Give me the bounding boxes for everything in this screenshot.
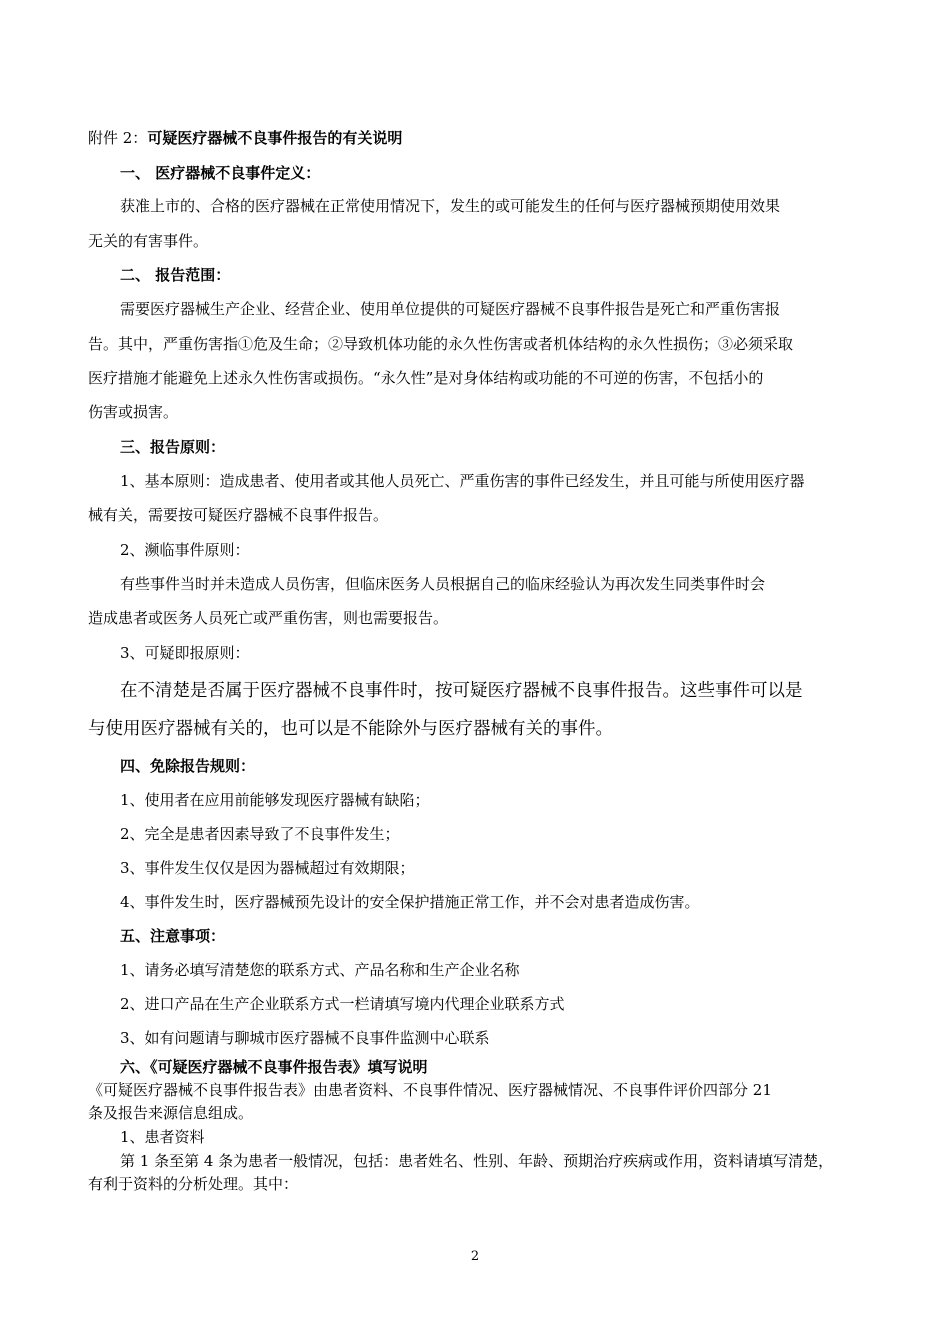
section-1-title: 一、 医疗器械不良事件定义： (120, 164, 321, 182)
section-2-paragraph-line-3: 医疗措施才能避免上述永久性伤害或损伤。“永久性”是对身体结构或功能的不可逆的伤害，不包括小的 (88, 369, 764, 387)
section-3-suspect-line-2: 与使用医疗器械有关的，也可以是不能除外与医疗器械有关的事件。 (88, 719, 613, 739)
section-3-suspect-line-1: 在不清楚是否属于医疗器械不良事件时，按可疑医疗器械不良事件报告。这些事件可以是 (120, 681, 803, 701)
section-6-patient-info-title: 1、患者资料 (120, 1128, 205, 1146)
section-3-suspect-title: 3、可疑即报原则： (120, 644, 250, 662)
section-6-title: 六、《可疑医疗器械不良事件报告表》填写说明 (120, 1058, 428, 1076)
section-3-near-miss-title: 2、濒临事件原则： (120, 541, 250, 559)
section-6-patient-info-line-2: 有利于资料的分析处理。其中： (88, 1175, 299, 1193)
section-5-title: 五、注意事项： (120, 927, 226, 945)
section-2-title: 二、 报告范围： (120, 266, 231, 284)
section-4-item-4: 4、事件发生时，医疗器械预先设计的安全保护措施正常工作，并不会对患者造成伤害。 (120, 893, 700, 911)
section-3-near-miss-line-1: 有些事件当时并未造成人员伤害，但临床医务人员根据自己的临床经验认为再次发生同类事件时会 (120, 575, 766, 593)
section-1-paragraph-line-2: 无关的有害事件。 (88, 232, 209, 250)
section-5-item-3: 3、如有问题请与聊城市医疗器械不良事件监测中心联系 (120, 1029, 490, 1047)
section-4-item-2: 2、完全是患者因素导致了不良事件发生； (120, 825, 400, 843)
section-2-paragraph-line-1: 需要医疗器械生产企业、经营企业、使用单位提供的可疑医疗器械不良事件报告是死亡和严重伤害报 (120, 300, 781, 318)
section-5-item-1: 1、请务必填写清楚您的联系方式、产品名称和生产企业名称 (120, 961, 520, 979)
section-6-paragraph-line-2: 条及报告来源信息组成。 (88, 1104, 254, 1122)
section-4-title: 四、免除报告规则： (120, 757, 256, 775)
section-3-title: 三、报告原则： (120, 438, 226, 456)
section-4-item-1: 1、使用者在应用前能够发现医疗器械有缺陷； (120, 791, 430, 809)
section-5-item-2: 2、进口产品在生产企业联系方式一栏请填写境内代理企业联系方式 (120, 995, 565, 1013)
attachment-heading (88, 128, 402, 148)
section-2-paragraph-line-2: 告。其中，严重伤害指①危及生命；②导致机体功能的永久性伤害或者机体结构的永久性损伤；③必须采取 (88, 335, 794, 353)
attachment-title: 可疑医疗器械不良事件报告的有关说明 (147, 129, 403, 147)
section-6-paragraph-line-1: 《可疑医疗器械不良事件报告表》由患者资料、不良事件情况、医疗器械情况、不良事件评价四部分 21 (88, 1081, 772, 1099)
page-number: 2 (470, 1249, 480, 1264)
section-1-paragraph-line-1: 获准上市的、合格的医疗器械在正常使用情况下，发生的或可能发生的任何与医疗器械预期使用效果 (120, 197, 781, 215)
section-3-basic-principle-line-2: 械有关，需要按可疑医疗器械不良事件报告。 (88, 506, 389, 524)
section-4-item-3: 3、事件发生仅仅是因为器械超过有效期限； (120, 859, 415, 877)
section-3-basic-principle-line-1: 1、基本原则：造成患者、使用者或其他人员死亡、严重伤害的事件已经发生，并且可能与所使用医疗器 (120, 472, 805, 490)
section-3-near-miss-line-2: 造成患者或医务人员死亡或严重伤害，则也需要报告。 (88, 609, 449, 627)
attachment-prefix: 附件 2： (88, 129, 148, 147)
section-6-patient-info-line-1: 第 1 条至第 4 条为患者一般情况，包括：患者姓名、性别、年龄、预期治疗疾病或作用，资料请填写清楚， (120, 1152, 834, 1170)
section-2-paragraph-line-4: 伤害或损害。 (88, 403, 179, 421)
